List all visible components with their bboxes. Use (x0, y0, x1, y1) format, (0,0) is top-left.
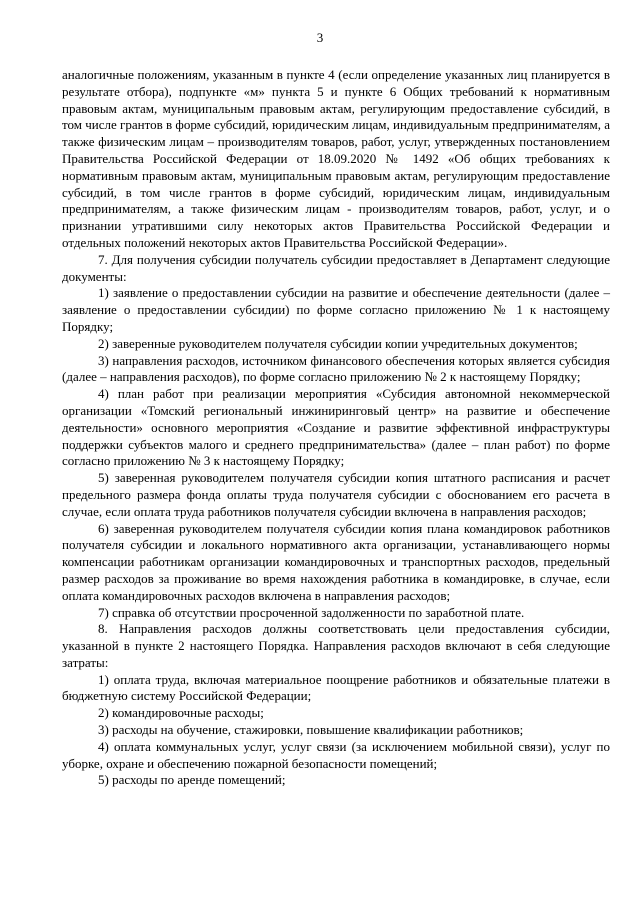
list-item-7-6: 6) заверенная руководителем получателя субсидии копия плана командировок работников получателя субсидии и локального нормативного акта организации, устанавливающего нормы компенсации работникам организации командировочных и транспортных расходов, предельный размер расходов за проживание во время нахождения работника в командировке, в случае, если оплата командировочных расходов включена в направления расходов; (62, 520, 610, 603)
list-item-7-1: 1) заявление о предоставлении субсидии на развитие и обеспечение деятельности (далее – заявление о предоставлении субсидии) по форме согласно приложению № 1 к настоящему Порядку; (62, 285, 610, 334)
list-item-7-4: 4) план работ при реализации мероприятия «Субсидия автономной некоммерческой организации «Томский региональный инжиниринговый центр» на развитие и обеспечение деятельности» основного мероприятия «Создание и развитие эффективной инфраструктуры поддержки субъектов малого и среднего предпринимательства» (далее – план работ) по форме согласно приложению № 3 к настоящему Порядку; (62, 386, 610, 469)
list-item-8-3: 3) расходы на обучение, стажировки, повышение квалификации работников; (98, 722, 524, 738)
list-item-8-4: 4) оплата коммунальных услуг, услуг связи (за исключением мобильной связи), услуг по уборке, охране и обеспечению пожарной безопасности помещений; (62, 738, 610, 771)
paragraph-continuation: аналогичные положениям, указанным в пункте 4 (если определение указанных лиц планируется в результате отбора), подпункте «м» пункта 5 и пункте 6 Общих требований к нормативным правовым актам, муниципальным правовым актам, регулирующим предоставление субсидий, в том числе грантов в форме субсидий, юридическим лицам, индивидуальным предпринимателям, а также физическим лицам – производителям товаров, работ, услуг, утвержденных постановлением Правительства Российской Федерации от 18.09.2020 № 1492 «Об общих требованиях к нормативным правовым актам, муниципальным правовым актам, регулирующим предоставление субсидий, в том числе грантов в форме субсидий, юридическим лицам, индивидуальным предпринимателям, а также физическим лицам - производителям товаров, работ, услуг, и о признании утратившими силу некоторых актов Правительства Российской Федерации и отдельных положений некоторых актов Правительства Российской Федерации». (62, 67, 610, 250)
page-number: 3 (316, 30, 324, 45)
list-item-7-5: 5) заверенная руководителем получателя субсидии копия штатного расписания и расчет предельного размера фонда оплаты труда получателя субсидии с обоснованием его расчета в случае, если оплата труда работников получателя субсидии включена в направления расходов; (62, 470, 610, 519)
paragraph-item-8: 8. Направления расходов должны соответствовать цели предоставления субсидии, указанной в пункте 2 настоящего Порядка. Направления расходов включают в себя следующие затраты: (62, 621, 610, 670)
list-item-8-5: 5) расходы по аренде помещений; (98, 772, 286, 788)
list-item-8-1: 1) оплата труда, включая материальное поощрение работников и обязательные платежи в бюджетную систему Российской Федерации; (62, 671, 610, 704)
list-item-7-7: 7) справка об отсутствии просроченной задолженности по заработной плате. (98, 604, 525, 620)
document-body (62, 67, 610, 789)
paragraph-item-7: 7. Для получения субсидии получатель субсидии предоставляет в Департамент следующие документы: (62, 251, 610, 284)
list-item-7-3: 3) направления расходов, источником финансового обеспечения которых является субсидия (далее – направления расходов), по форме согласно приложению № 2 к настоящему Порядку; (62, 352, 610, 385)
list-item-8-2: 2) командировочные расходы; (98, 705, 264, 721)
list-item-7-2: 2) заверенные руководителем получателя субсидии копии учредительных документов; (98, 335, 578, 351)
